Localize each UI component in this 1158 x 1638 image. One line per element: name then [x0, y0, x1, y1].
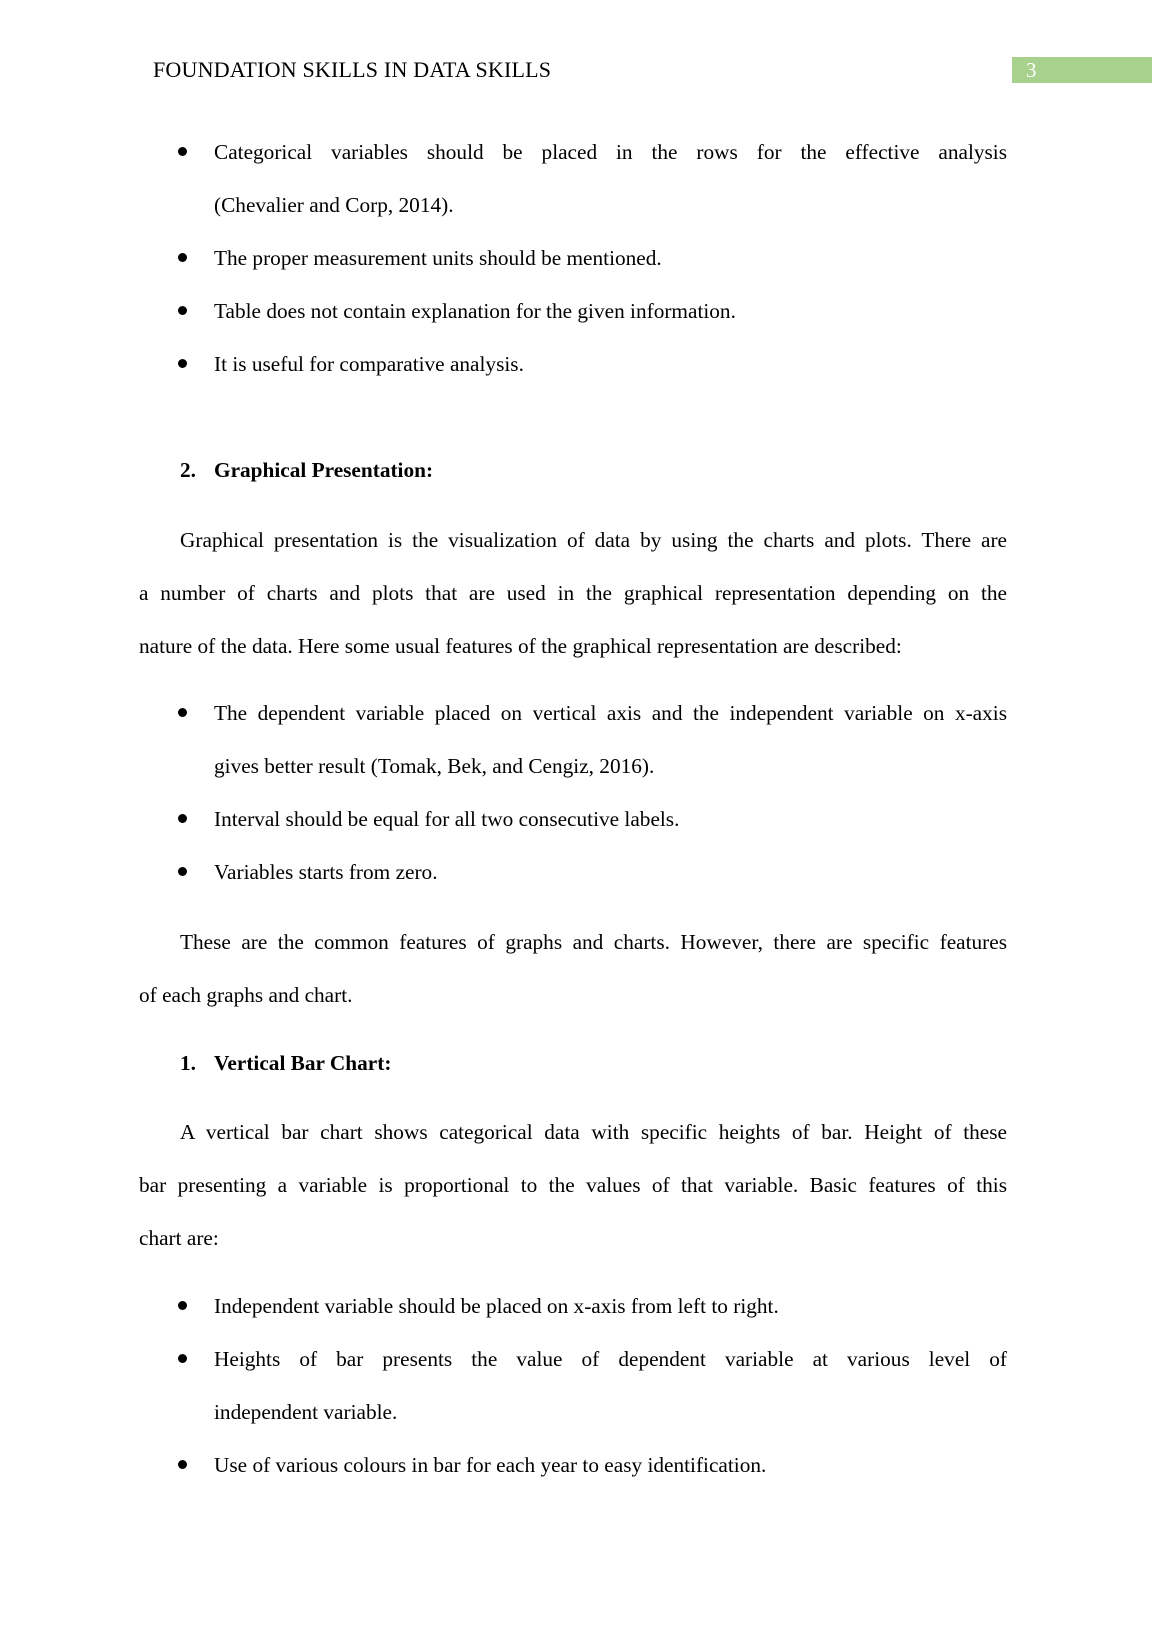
bullet-dot [178, 867, 187, 876]
paragraph-line: A vertical bar chart shows categorical data with specific heights of bar. Height of these [180, 1120, 1007, 1144]
paragraph-line: chart are: [139, 1226, 219, 1250]
bullet-dot [178, 147, 187, 156]
list-item-line: It is useful for comparative analysis. [214, 352, 524, 376]
subsection-heading: Vertical Bar Chart: [214, 1051, 392, 1075]
list-item-line: Independent variable should be placed on x-axis from left to right. [214, 1294, 779, 1318]
page-number: 3 [1012, 57, 1152, 83]
list-item-line: The proper measurement units should be mentioned. [214, 246, 662, 270]
bullet-dot [178, 1354, 187, 1363]
list-item-line: (Chevalier and Corp, 2014). [214, 193, 454, 217]
list-item-line: independent variable. [214, 1400, 398, 1424]
list-item-line: Interval should be equal for all two consecutive labels. [214, 807, 680, 831]
bullet-dot [178, 1460, 187, 1469]
list-item-line: Variables starts from zero. [214, 860, 438, 884]
subsection-number: 1. [180, 1051, 196, 1075]
bullet-dot [178, 253, 187, 262]
bullet-dot [178, 306, 187, 315]
paragraph-line: bar presenting a variable is proportional to the values of that variable. Basic features of this [139, 1173, 1007, 1197]
bullet-dot [178, 814, 187, 823]
list-item-line: Use of various colours in bar for each year to easy identification. [214, 1453, 767, 1477]
list-item-line: Categorical variables should be placed in the rows for the effective analysis [214, 140, 1007, 164]
list-item-line: Table does not contain explanation for the given information. [214, 299, 736, 323]
bullet-dot [178, 359, 187, 368]
paragraph-line: These are the common features of graphs and charts. However, there are specific features [180, 930, 1007, 954]
list-item-line: Heights of bar presents the value of dependent variable at various level of [214, 1347, 1007, 1371]
running-header: FOUNDATION SKILLS IN DATA SKILLS [153, 57, 552, 82]
section-number: 2. [180, 458, 196, 482]
bullet-dot [178, 1301, 187, 1310]
paragraph-line: nature of the data. Here some usual features of the graphical representation are described: [139, 634, 902, 658]
section-heading: Graphical Presentation: [214, 458, 434, 482]
list-item-line: gives better result (Tomak, Bek, and Cengiz, 2016). [214, 754, 655, 778]
list-item-line: The dependent variable placed on vertical axis and the independent variable on x-axis [214, 701, 1007, 725]
paragraph-line: a number of charts and plots that are used in the graphical representation depending on the [139, 581, 1007, 605]
bullet-dot [178, 708, 187, 717]
paragraph-line: of each graphs and chart. [139, 983, 353, 1007]
paragraph-line: Graphical presentation is the visualization of data by using the charts and plots. There are [180, 528, 1007, 552]
